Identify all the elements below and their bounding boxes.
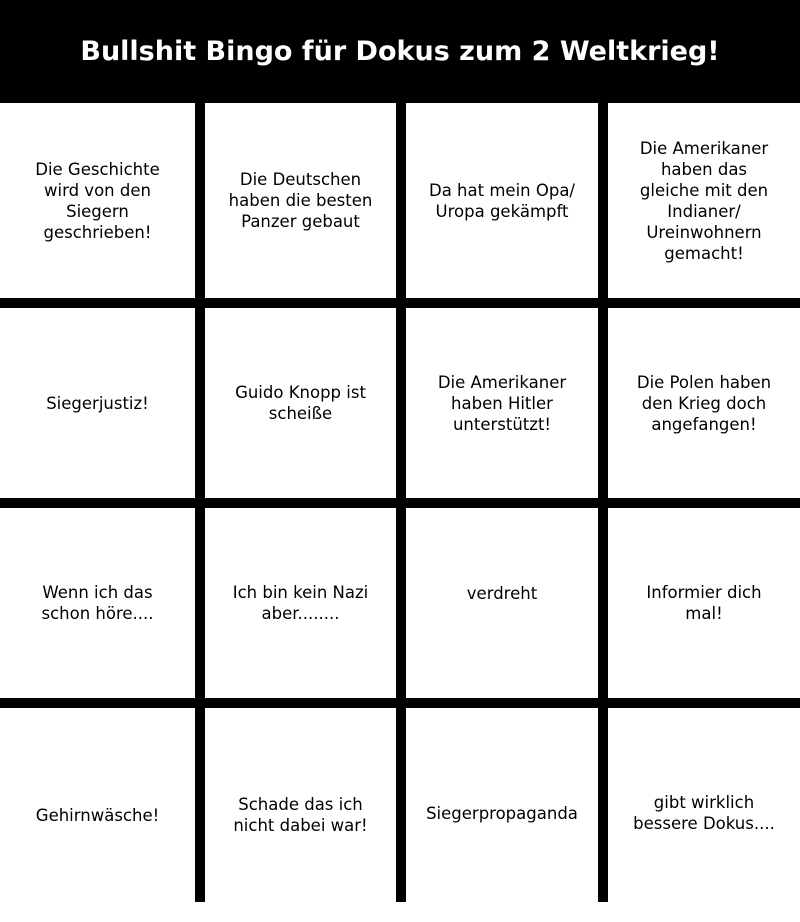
bingo-cell [608, 508, 800, 698]
bingo-cell-text: Da hat mein Opa/ Uropa gekämpft [429, 180, 575, 221]
bingo-cell [205, 103, 396, 298]
bingo-cell-text: Siegerjustiz! [46, 393, 149, 413]
page-title: Bullshit Bingo für Dokus zum 2 Weltkrieg! [80, 36, 720, 67]
bingo-cell [205, 708, 396, 922]
bingo-cell [0, 708, 195, 922]
bingo-cell [608, 103, 800, 298]
bingo-cell-text: Die Geschichte wird von den Siegern geschrieben! [35, 159, 160, 242]
grid-line-horizontal [0, 698, 800, 708]
bingo-cell [608, 708, 800, 918]
bingo-cell-text: Gehirnwäsche! [35, 805, 160, 825]
bingo-cell-text: Guido Knopp ist scheiße [235, 383, 366, 423]
bingo-cell-text: Die Amerikaner haben das gleiche mit den Indianer/ Ureinwohnern gemacht! [639, 138, 769, 263]
bingo-cell [205, 308, 396, 498]
bingo-cell-text: gibt wirklich bessere Dokus.... [633, 793, 775, 833]
bingo-cell-text: verdreht [466, 583, 538, 603]
bingo-cell-text: Wenn ich das schon höre.... [41, 583, 154, 623]
bingo-cell [608, 308, 800, 498]
bingo-cell-text: Ich bin kein Nazi aber........ [232, 583, 369, 623]
bingo-cell-text: Siegerpropaganda [426, 803, 578, 823]
bingo-cell-text: Die Amerikaner haben Hitler unterstützt! [437, 372, 567, 434]
grid-line-horizontal [0, 298, 800, 308]
grid-line-horizontal [0, 498, 800, 508]
bingo-cell [406, 508, 598, 678]
bingo-cell-text: Schade das ich nicht dabei war! [233, 795, 368, 835]
bingo-cell [0, 308, 195, 498]
bingo-cell [0, 508, 195, 698]
bingo-cell [406, 103, 598, 298]
bingo-cell [406, 308, 598, 498]
bingo-cell [0, 103, 195, 298]
bingo-cell [205, 508, 396, 698]
bingo-cell-text: Die Polen haben den Krieg doch angefangen! [636, 372, 772, 434]
title-banner [0, 0, 800, 103]
bingo-cell-text: Die Deutschen haben die besten Panzer gebaut [228, 170, 373, 231]
bingo-cell-text: Informier dich mal! [646, 583, 762, 623]
bingo-cell [406, 708, 598, 918]
